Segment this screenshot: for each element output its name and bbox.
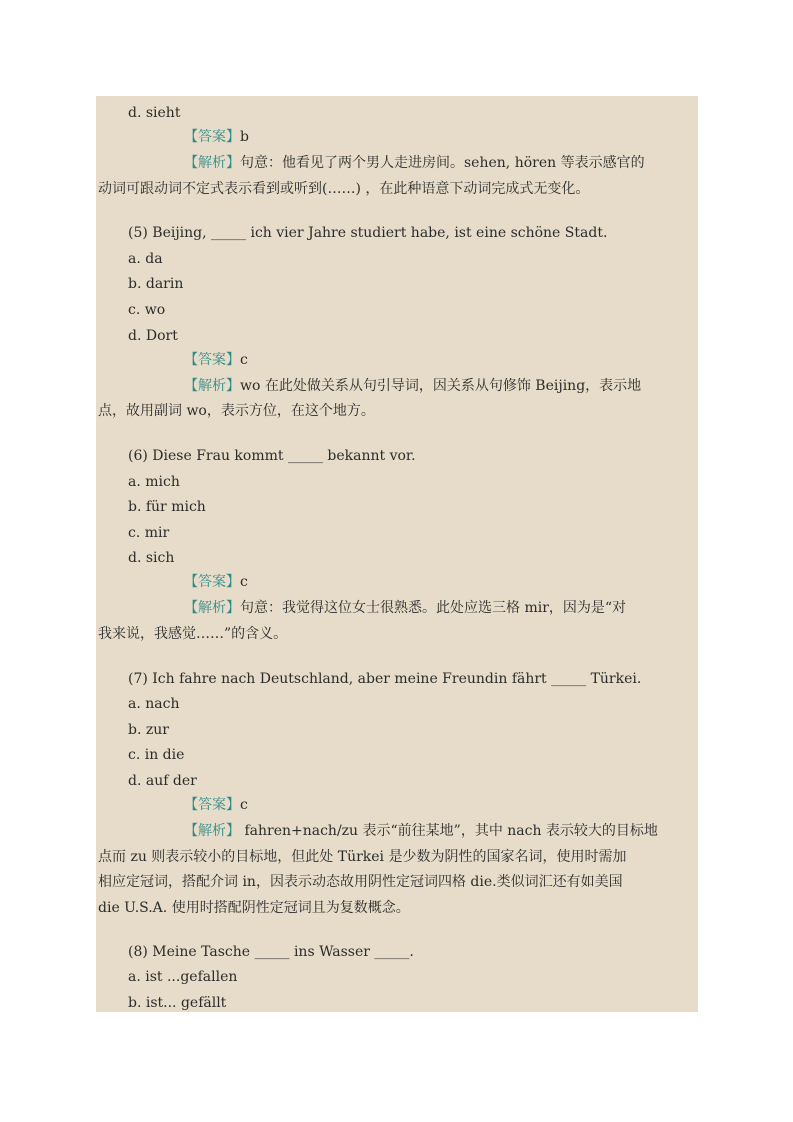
q7-option-a: a. nach [128, 696, 180, 712]
q5-answer-line [184, 350, 248, 370]
q6-option-b: b. für mich [128, 499, 206, 515]
q5-option-c: c. wo [128, 302, 166, 318]
exercise-panel [96, 96, 698, 1012]
q7-answer-line [184, 795, 248, 815]
answer-tag: 【答案】 [184, 797, 240, 813]
answer-line [184, 127, 249, 147]
q6-analysis-line [184, 598, 626, 618]
answer-value: c [240, 797, 248, 813]
q6-option-c: c. mir [128, 525, 170, 541]
answer-tag: 【答案】 [184, 574, 240, 590]
analysis-tag: 【解析】 [184, 155, 240, 171]
q7-option-b: b. zur [128, 722, 169, 738]
analysis-text: 句意：我觉得这位女士很熟悉。此处应选三格 mir，因为是“对 [240, 600, 627, 616]
analysis-text: 句意：他看见了两个男人走进房间。sehen, hören 等表示感官的 [240, 155, 645, 171]
analysis-text: fahren+nach/zu 表示“前往某地”，其中 nach 表示较大的目标地 [240, 823, 658, 839]
analysis-text-cont: 动词可跟动词不定式表示看到或听到(……) ，在此种语意下动词完成式无变化。 [98, 181, 590, 197]
q5-option-a: a. da [128, 251, 163, 267]
question-7: (7) Ich fahre nach Deutschland, aber meine Freundin fährt _____ Türkei. [128, 671, 642, 687]
q6-option-d: d. sich [128, 550, 175, 566]
answer-value: b [240, 129, 249, 145]
answer-tag: 【答案】 [184, 352, 240, 368]
answer-value: c [240, 574, 248, 590]
q8-option-b: b. ist... gefällt [128, 995, 227, 1011]
q7-option-c: c. in die [128, 747, 185, 763]
q5-analysis-line [184, 376, 641, 396]
q6-answer-line [184, 572, 248, 592]
analysis-text: wo 在此处做关系从句引导词，因关系从句修饰 Beijing，表示地 [240, 378, 642, 394]
q7-analysis-cont-3: die U.S.A. 使用时搭配阴性定冠词且为复数概念。 [98, 900, 410, 916]
option-d: d. sieht [128, 105, 181, 121]
q8-option-a: a. ist ...gefallen [128, 969, 238, 985]
analysis-line [184, 153, 645, 173]
q7-analysis-cont-2: 相应定冠词，搭配介词 in，因表示动态故用阴性定冠词四格 die.类似词汇还有如美国 [98, 874, 623, 890]
q5-option-b: b. darin [128, 276, 184, 292]
question-6: (6) Diese Frau kommt _____ bekannt vor. [128, 448, 416, 464]
q7-option-d: d. auf der [128, 773, 197, 789]
q7-analysis-cont-1: 点而 zu 则表示较小的目标地，但此处 Türkei 是少数为阴性的国家名词，使用时需加 [98, 849, 627, 865]
q5-option-d: d. Dort [128, 328, 178, 344]
analysis-tag: 【解析】 [184, 600, 240, 616]
q6-analysis-cont: 我来说，我感觉……”的含义。 [98, 626, 288, 642]
analysis-tag: 【解析】 [184, 823, 240, 839]
analysis-tag: 【解析】 [184, 378, 240, 394]
answer-tag: 【答案】 [184, 129, 240, 145]
q5-analysis-cont: 点，故用副词 wo，表示方位，在这个地方。 [98, 403, 375, 419]
question-5: (5) Beijing, _____ ich vier Jahre studiert habe, ist eine schöne Stadt. [128, 225, 608, 241]
question-8: (8) Meine Tasche _____ ins Wasser _____. [128, 944, 414, 960]
answer-value: c [240, 352, 248, 368]
q7-analysis-line [184, 821, 658, 841]
q6-option-a: a. mich [128, 474, 180, 490]
